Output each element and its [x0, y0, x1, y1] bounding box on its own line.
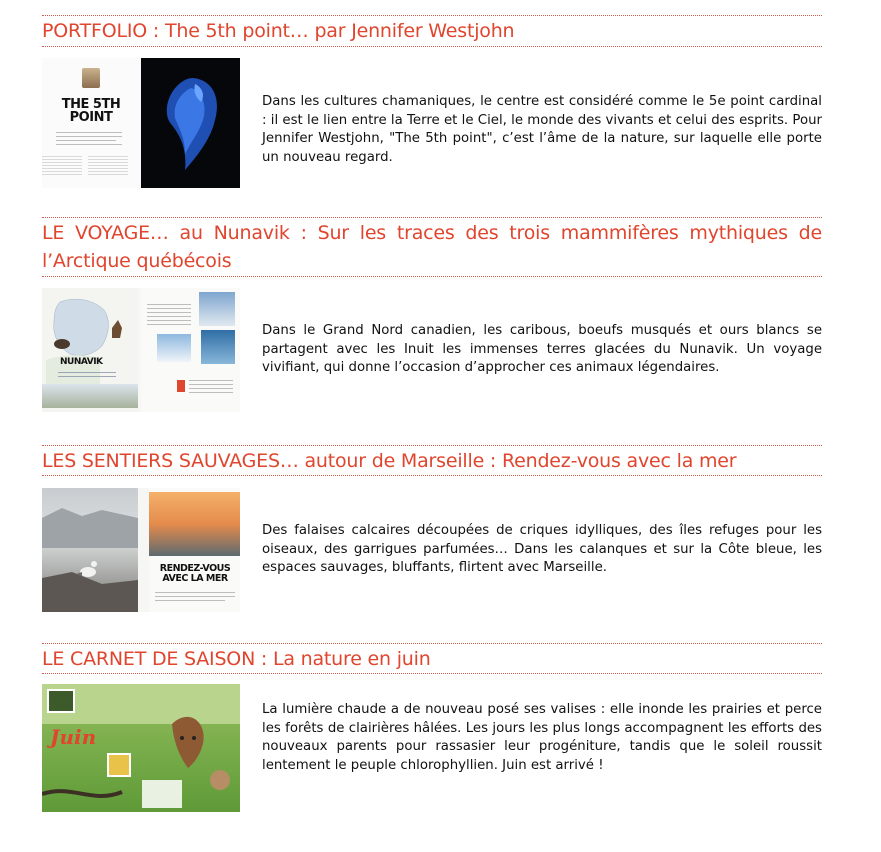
text-line [56, 140, 116, 141]
photo [201, 330, 235, 364]
article-sentiers [42, 440, 822, 640]
thumb-headline: Juin [50, 725, 97, 749]
text-line [189, 388, 233, 389]
photo [199, 292, 235, 326]
meadow-photo [42, 684, 240, 812]
text-line [56, 132, 122, 133]
article-portfolio [42, 0, 822, 200]
divider [42, 276, 822, 277]
thumb-headline: NUNAVIK [60, 357, 103, 367]
article-title[interactable]: LE CARNET DE SAISON : La nature en juin [42, 648, 431, 670]
article-thumbnail[interactable] [42, 288, 240, 412]
article-title[interactable]: PORTFOLIO : The 5th point… par Jennifer Westjohn [42, 20, 515, 42]
magazine-left-page [42, 288, 138, 412]
article-thumbnail[interactable] [42, 684, 240, 812]
text-line [58, 376, 116, 377]
photo [157, 334, 191, 362]
divider [42, 475, 822, 476]
thumb-headline: THE 5TH POINT [61, 97, 121, 125]
magazine-right-page [141, 58, 240, 188]
text-line [147, 312, 191, 313]
text-line [189, 384, 233, 385]
text-line [147, 320, 191, 321]
divider [42, 673, 822, 674]
gull-photo [42, 488, 138, 612]
text-line [147, 316, 191, 317]
text-line [155, 600, 225, 601]
text-line [56, 136, 122, 137]
divider [42, 643, 822, 644]
text-line [147, 304, 191, 305]
article-description: La lumière chaude a de nouveau posé ses valises : elle inonde les prairies et perce les forêts de clairières hâlées. Les jours les plus longs accompagnent les efforts des nouveaux parents pour rassasier leur progéniture, tandis que le soleil roussit lentement le peuple chlorophyllien. Juin est arrivé ! [262, 702, 822, 773]
text-line [189, 392, 233, 393]
divider [42, 445, 822, 446]
article-thumbnail[interactable] [42, 488, 240, 612]
portrait-photo [82, 68, 100, 88]
thumb-headline: RENDEZ-VOUS AVEC LA MER [159, 563, 231, 584]
article-title[interactable]: LE VOYAGE… au Nunavik : Sur les traces des trois mammifères mythiques de l’Arctique québécois [42, 222, 822, 272]
article-thumbnail[interactable] [42, 58, 240, 188]
drop-cap [177, 380, 185, 392]
inset-block [88, 156, 128, 176]
text-line [155, 596, 235, 597]
article-carnet [42, 640, 822, 840]
divider [42, 15, 822, 16]
sunset-photo [149, 492, 240, 556]
article-description: Des falaises calcaires découpées de criques idylliques, des îles refuges pour les oiseaux, des garrigues parfumées… Dans les calanques et sur la Côte bleue, les espaces sauvages, bluffants, flirtent avec Marseille. [262, 523, 822, 575]
text-line [155, 592, 235, 593]
magazine-right-page [149, 488, 240, 612]
text-line [56, 144, 122, 145]
magazine-left-page [42, 488, 138, 612]
inset-block [42, 156, 82, 176]
text-line [189, 380, 233, 381]
magazine-right-page [141, 288, 240, 412]
divider [42, 46, 822, 47]
text-line [147, 308, 191, 309]
article-title[interactable]: LES SENTIERS SAUVAGES… autour de Marseille : Rendez-vous avec la mer [42, 450, 737, 472]
divider [42, 217, 822, 218]
text-line [147, 324, 191, 325]
text-line [58, 372, 116, 373]
article-description: Dans les cultures chamaniques, le centre est considéré comme le 5e point cardinal : il est le lien entre la Terre et le Ciel, le monde des vivants et celui des esprits. Pour Jennifer Westjohn, "The 5th point", c’est l’âme de la nature, sur laquelle elle porte un nouveau regard. [262, 94, 822, 165]
magazine-left-page [42, 58, 138, 188]
article-description: Dans le Grand Nord canadien, les caribous, boeufs musqués et ours blancs se partagent avec les Inuit les immenses terres glacées du Nunavik. Un voyage vivifiant, qui donne l’occasion d’approcher ces animaux légendaires. [262, 323, 822, 375]
article-voyage [42, 200, 822, 440]
blue-bird-photo [141, 58, 240, 188]
landscape-photo [42, 384, 138, 408]
